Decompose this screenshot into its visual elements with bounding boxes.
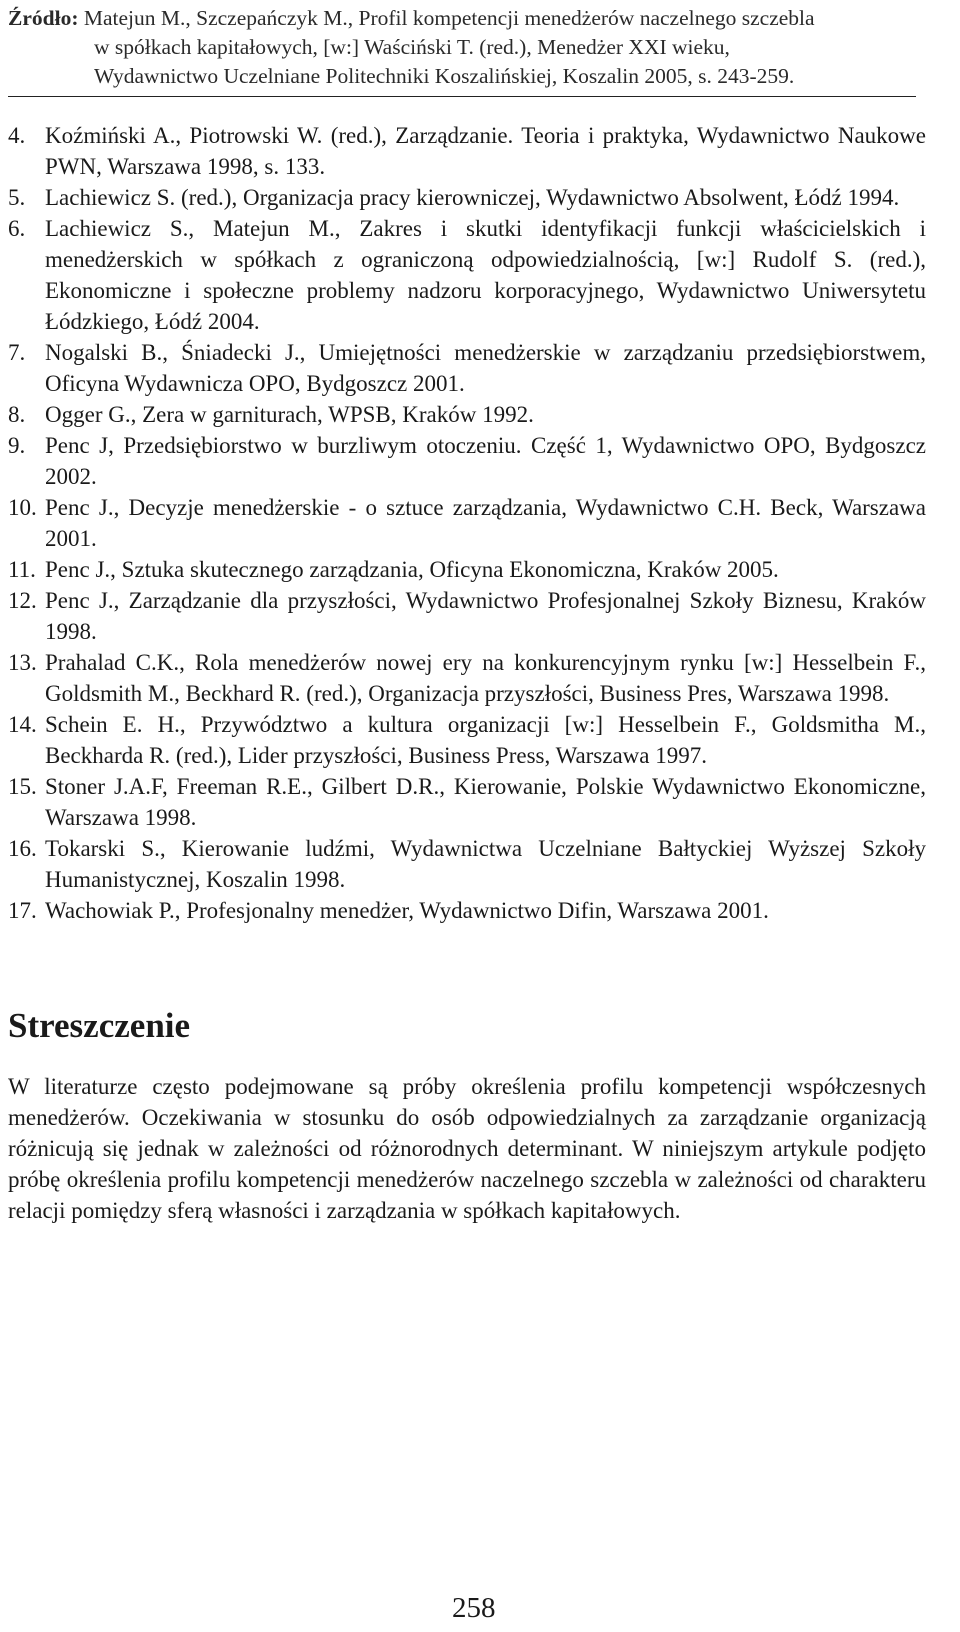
- reference-item: [8, 585, 926, 647]
- reference-number: 5.: [8, 185, 26, 210]
- reference-text: Tokarski S., Kierowanie ludźmi, Wydawnictwa Uczelniane Bałtyckiej Wyższej Szkoły Humanistycznej, Koszalin 1998.: [45, 836, 926, 892]
- reference-item: [8, 182, 926, 213]
- reference-item: [8, 895, 926, 926]
- reference-number: 9.: [8, 433, 26, 458]
- reference-item: [8, 554, 926, 585]
- reference-text: Koźmiński A., Piotrowski W. (red.), Zarządzanie. Teoria i praktyka, Wydawnictwo Naukowe PWN, Warszawa 1998, s. 133.: [45, 123, 926, 179]
- reference-number: 8.: [8, 402, 26, 427]
- reference-text: Nogalski B., Śniadecki J., Umiejętności menedżerskie w zarządzaniu przedsiębiorstwem, Oficyna Wydawnicza OPO, Bydgoszcz 2001.: [45, 340, 926, 396]
- reference-number: 16.: [8, 836, 37, 861]
- page-number: 258: [452, 1592, 496, 1624]
- reference-text: Penc J, Przedsiębiorstwo w burzliwym otoczeniu. Część 1, Wydawnictwo OPO, Bydgoszcz 2002.: [45, 433, 926, 489]
- reference-text: Penc J., Decyzje menedżerskie - o sztuce zarządzania, Wydawnictwo C.H. Beck, Warszawa 2001.: [45, 495, 926, 551]
- reference-item: [8, 213, 926, 337]
- reference-number: 12.: [8, 588, 37, 613]
- reference-number: 11.: [8, 557, 36, 582]
- reference-item: [8, 337, 926, 399]
- reference-text: Lachiewicz S., Matejun M., Zakres i skutki identyfikacji funkcji właścicielskich i menedżerskich w spółkach z ograniczoną odpowiedzialnością, [w:] Rudolf S. (red.), Ekonomiczne i społeczne problemy nadzoru korporacyjnego, Wydawnictwo Uniwersytetu Łódzkiego, Łódź 2004.: [45, 216, 926, 334]
- source-note-line-3: Wydawnictwo Uczelniane Politechniki Koszalińskiej, Koszalin 2005, s. 243-259.: [94, 64, 795, 88]
- reference-number: 14.: [8, 712, 37, 737]
- reference-text: Penc J., Sztuka skutecznego zarządzania, Oficyna Ekonomiczna, Kraków 2005.: [45, 557, 779, 582]
- summary-heading: Streszczenie: [8, 1006, 191, 1045]
- reference-item: [8, 120, 926, 182]
- reference-text: Stoner J.A.F, Freeman R.E., Gilbert D.R., Kierowanie, Polskie Wydawnictwo Ekonomiczne, Warszawa 1998.: [45, 774, 926, 830]
- reference-text: Lachiewicz S. (red.), Organizacja pracy kierowniczej, Wydawnictwo Absolwent, Łódź 1994.: [45, 185, 900, 210]
- reference-text: Ogger G., Zera w garniturach, WPSB, Kraków 1992.: [45, 402, 534, 427]
- reference-number: 17.: [8, 898, 37, 923]
- reference-item: [8, 771, 926, 833]
- reference-text: Prahalad C.K., Rola menedżerów nowej ery na konkurencyjnym rynku [w:] Hesselbein F., Goldsmith M., Beckhard R. (red.), Organizacja przyszłości, Business Pres, Warszawa 1998.: [45, 650, 926, 706]
- reference-number: 4.: [8, 123, 26, 148]
- source-note-line-1: [8, 4, 913, 33]
- source-note: [8, 4, 913, 91]
- reference-item: [8, 430, 926, 492]
- source-label: Źródło:: [8, 6, 79, 30]
- reference-text: Wachowiak P., Profesjonalny menedżer, Wydawnictwo Difin, Warszawa 2001.: [45, 898, 769, 923]
- reference-item: [8, 709, 926, 771]
- source-note-line-2: w spółkach kapitałowych, [w:] Waściński T. (red.), Menedżer XXI wieku,: [94, 35, 730, 59]
- reference-number: 6.: [8, 216, 26, 241]
- reference-text: Schein E. H., Przywództwo a kultura organizacji [w:] Hesselbein F., Goldsmitha M., Beckharda R. (red.), Lider przyszłości, Business Press, Warszawa 1997.: [45, 712, 926, 768]
- summary-body: W literaturze często podejmowane są próby określenia profilu kompetencji współczesnych menedżerów. Oczekiwania w stosunku do osób odpowiedzialnych za zarządzanie organizacją różnicują się jednak w zależności od różnorodnych determinant. W niniejszym artykule podjęto próbę określenia profilu kompetencji menedżerów naczelnego szczebla w zależności od charakteru relacji pomiędzy sferą własności i zarządzania w spółkach kapitałowych.: [8, 1074, 926, 1223]
- reference-text: Penc J., Zarządzanie dla przyszłości, Wydawnictwo Profesjonalnej Szkoły Biznesu, Kraków 1998.: [45, 588, 926, 644]
- source-text-1: Matejun M., Szczepańczyk M., Profil kompetencji menedżerów naczelnego szczebla: [83, 6, 815, 30]
- reference-item: [8, 399, 926, 430]
- reference-list: [8, 120, 926, 926]
- reference-number: 10.: [8, 495, 37, 520]
- reference-number: 15.: [8, 774, 37, 799]
- reference-number: 7.: [8, 340, 26, 365]
- reference-item: [8, 833, 926, 895]
- reference-number: 13.: [8, 650, 37, 675]
- footnote-divider: [8, 96, 916, 97]
- reference-item: [8, 492, 926, 554]
- reference-item: [8, 647, 926, 709]
